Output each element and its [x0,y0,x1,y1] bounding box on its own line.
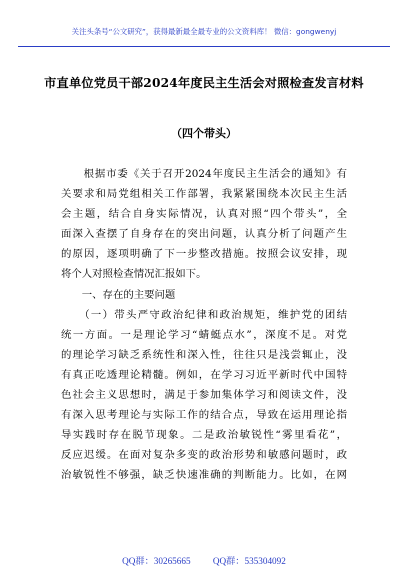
document-title: 市直单位党员干部2024年度民主生活会对照检查发言材料 [44,76,364,90]
body-line: 的理论学习缺乏系统性和深入性，往往只是浅尝辄止，没 [61,348,347,361]
body-line: 的原因，逐项明确了下一步整改措施。按照会议安排，现 [61,248,347,261]
body-line: 一、存在的主要问题 [61,288,176,301]
body-line: 有真正吃透理论精髓。例如，在学习习近平新时代中国特 [61,368,347,381]
body-line: 根据市委《关于召开2024年度民主生活会的通知》有 [61,168,347,180]
body-line: 反应迟缓。在面对复杂多变的政治形势和敏感问题时，政 [61,449,347,462]
document-body [61,164,347,486]
header-banner: 关注头条号“公文研究”，获得最新最全最专业的公文资料库！ 微信：gongwenyj [71,27,337,36]
page-header [18,16,390,50]
document-subtitle: （四个带头） [171,127,237,140]
body-line: 将个人对照检查情况汇报如下。 [61,268,207,281]
header-divider [18,46,390,47]
page-footer [0,553,408,567]
body-line: 关要求和局党组相关工作部署，我紧紧围绕本次民主生活 [61,188,347,201]
footer-qq-group-2: QQ群：535304092 [212,556,286,566]
body-line: 统一方面。一是理论学习“蜻蜓点水”，深度不足。对党 [61,328,347,341]
body-line: 会主题，结合自身实际情况，认真对照“四个带头”，全 [61,208,347,221]
body-line: 有深入思考理论与实际工作的结合点，导致在运用理论指 [61,409,347,422]
body-line: （一）带头严守政治纪律和政治规矩，维护党的团结 [61,308,347,321]
body-line: 面深入查摆了自身存在的突出问题，认真分析了问题产生 [61,228,347,241]
body-line: 治敏锐性不够强，缺乏快速准确的判断能力。比如，在网 [61,469,347,482]
body-line: 导实践时存在脱节现象。二是政治敏锐性“雾里看花”， [61,429,347,442]
body-line: 色社会主义思想时，满足于参加集体学习和阅读文件，没 [61,389,347,402]
footer-qq-group-1: QQ群：30265665 [122,556,191,566]
